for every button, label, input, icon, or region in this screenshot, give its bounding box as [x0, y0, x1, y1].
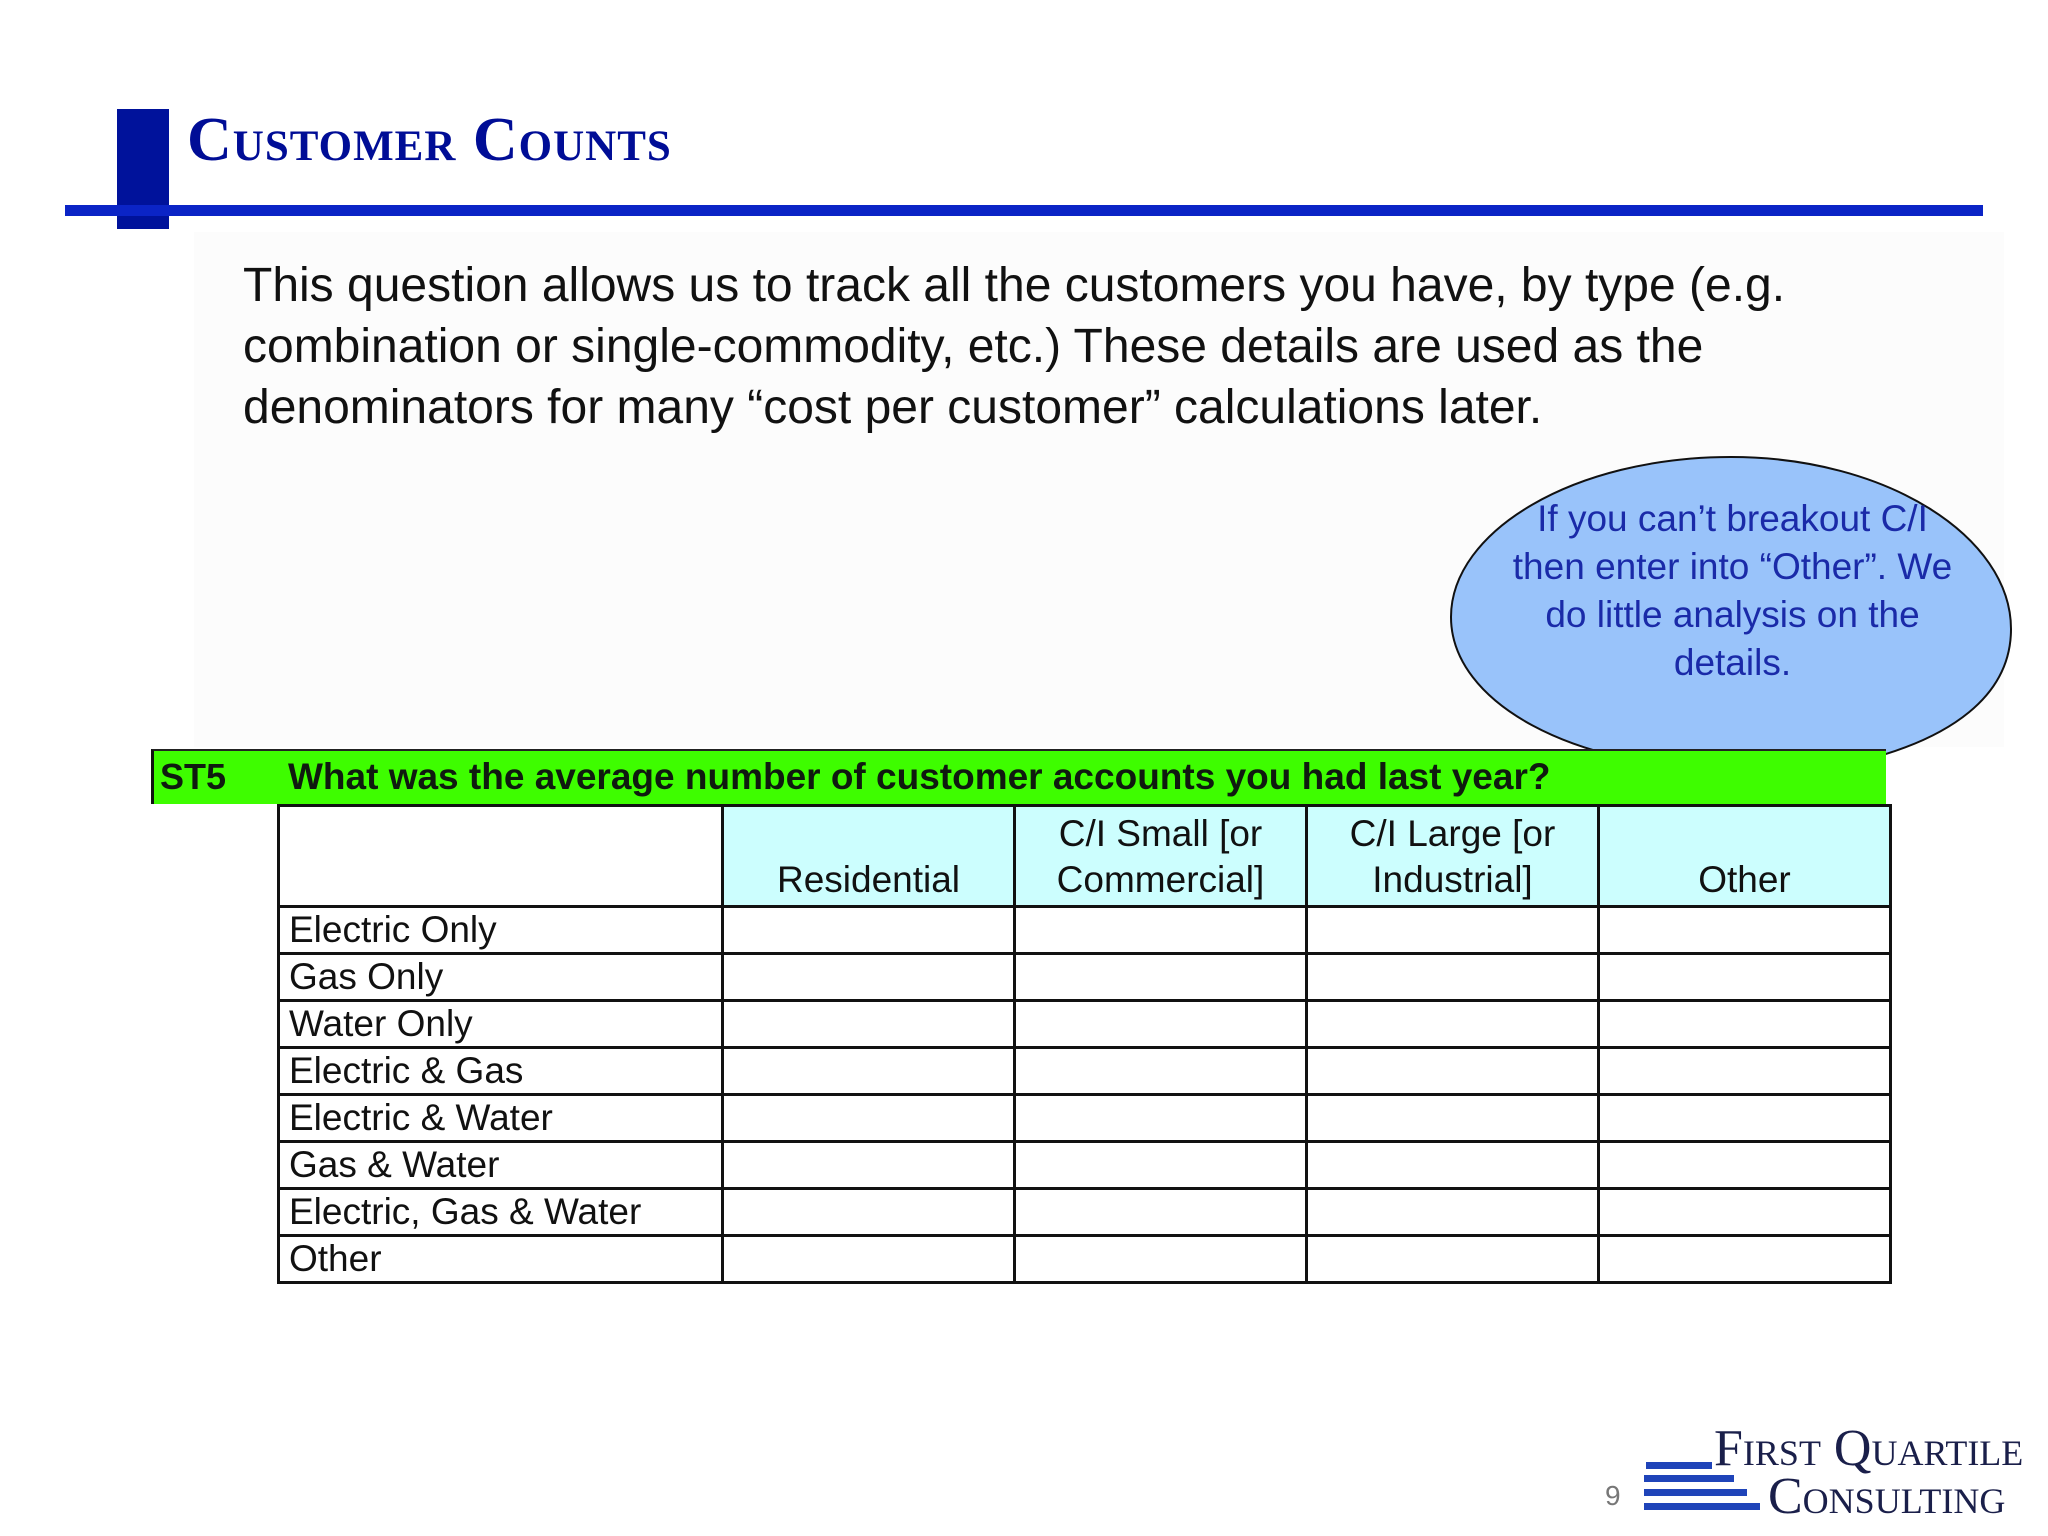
- entry-cell[interactable]: [1599, 1142, 1891, 1189]
- table-row: [279, 1236, 1891, 1283]
- entry-cell[interactable]: [1307, 907, 1599, 954]
- table-row: [279, 1048, 1891, 1095]
- table-header-row: [279, 806, 1891, 907]
- row-label: Electric Only: [279, 907, 723, 954]
- company-logo: [1714, 1420, 2044, 1525]
- entry-cell[interactable]: [1015, 1001, 1307, 1048]
- column-header-ci-small: C/I Small [or Commercial]: [1015, 806, 1307, 907]
- entry-cell[interactable]: [723, 1142, 1015, 1189]
- entry-cell[interactable]: [1015, 954, 1307, 1001]
- entry-cell[interactable]: [1599, 1001, 1891, 1048]
- entry-cell[interactable]: [1599, 1095, 1891, 1142]
- entry-cell[interactable]: [723, 907, 1015, 954]
- entry-cell[interactable]: [723, 954, 1015, 1001]
- callout-text: If you can’t breakout C/I then enter into “Other”. We do little analysis on the details.: [1512, 498, 1953, 683]
- row-label: Electric, Gas & Water: [279, 1189, 723, 1236]
- table-row: [279, 1001, 1891, 1048]
- entry-cell[interactable]: [1015, 1189, 1307, 1236]
- column-header-other: Other: [1599, 806, 1891, 907]
- row-label: Gas & Water: [279, 1142, 723, 1189]
- entry-cell[interactable]: [723, 1236, 1015, 1283]
- entry-cell[interactable]: [1599, 954, 1891, 1001]
- entry-cell[interactable]: [1307, 1142, 1599, 1189]
- table-row: [279, 1095, 1891, 1142]
- entry-cell[interactable]: [723, 1001, 1015, 1048]
- page-number: 9: [1605, 1480, 1621, 1511]
- entry-cell[interactable]: [1015, 1048, 1307, 1095]
- customer-count-table: [277, 804, 1892, 1284]
- entry-cell[interactable]: [1599, 1189, 1891, 1236]
- entry-cell[interactable]: [1015, 907, 1307, 954]
- title-underline-rule: [65, 205, 1983, 216]
- entry-cell[interactable]: [1015, 1095, 1307, 1142]
- entry-cell[interactable]: [1015, 1142, 1307, 1189]
- entry-cell[interactable]: [1307, 1095, 1599, 1142]
- slide-title: Customer Counts: [187, 106, 672, 174]
- entry-cell[interactable]: [1307, 1001, 1599, 1048]
- column-header-ci-large: C/I Large [or Industrial]: [1307, 806, 1599, 907]
- entry-cell[interactable]: [1307, 954, 1599, 1001]
- entry-cell[interactable]: [1307, 1236, 1599, 1283]
- row-label: Water Only: [279, 1001, 723, 1048]
- intro-paragraph: This question allows us to track all the customers you have, by type (e.g. combination or single-commodity, etc.) These details are used as the denominators for many “cost per customer” calculations later.: [243, 259, 1786, 434]
- entry-cell[interactable]: [1307, 1189, 1599, 1236]
- row-label: Electric & Water: [279, 1095, 723, 1142]
- entry-cell[interactable]: [1599, 1048, 1891, 1095]
- question-text: What was the average number of customer accounts you had last year?: [288, 756, 1551, 797]
- entry-cell[interactable]: [1599, 1236, 1891, 1283]
- logo-line-1: First Quartile: [1714, 1420, 2024, 1477]
- row-label: Other: [279, 1236, 723, 1283]
- entry-cell[interactable]: [723, 1095, 1015, 1142]
- logo-line-2: Consulting: [1768, 1468, 2006, 1525]
- row-label: Electric & Gas: [279, 1048, 723, 1095]
- table-row: [279, 1189, 1891, 1236]
- question-code: ST5: [160, 756, 227, 797]
- entry-cell[interactable]: [723, 1048, 1015, 1095]
- table-row: [279, 907, 1891, 954]
- entry-cell[interactable]: [1599, 907, 1891, 954]
- table-row: [279, 1142, 1891, 1189]
- column-header-residential: Residential: [723, 806, 1015, 907]
- header-corner-cell: [279, 806, 723, 907]
- entry-cell[interactable]: [1015, 1236, 1307, 1283]
- entry-cell[interactable]: [1307, 1048, 1599, 1095]
- table-row: [279, 954, 1891, 1001]
- row-label: Gas Only: [279, 954, 723, 1001]
- entry-cell[interactable]: [723, 1189, 1015, 1236]
